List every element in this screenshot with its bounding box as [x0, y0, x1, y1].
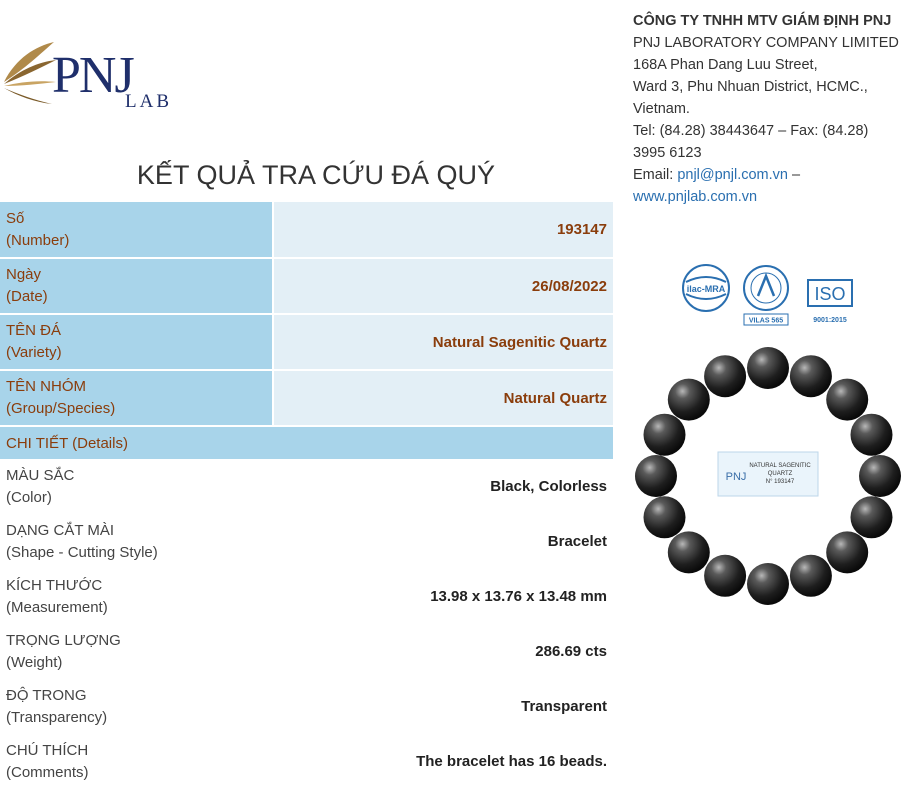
date-label: Ngày (Date)	[0, 258, 273, 314]
bead	[704, 555, 746, 597]
bead	[790, 355, 832, 397]
company-name-vi: CÔNG TY TNHH MTV GIÁM ĐỊNH PNJ	[633, 13, 892, 29]
date-value: 26/08/2022	[273, 258, 613, 314]
bead	[790, 555, 832, 597]
badges-graphic	[680, 262, 870, 328]
pnj-lab-logo	[0, 12, 178, 138]
variety-value: Natural Sagenitic Quartz	[273, 314, 613, 370]
table-row-comments	[0, 734, 613, 789]
bracelet-tag	[718, 452, 818, 496]
weight-label: TRỌNG LƯỢNG (Weight)	[6, 631, 121, 671]
measurement-label: KÍCH THƯỚC (Measurement)	[6, 576, 108, 616]
tag-line-1: NATURAL SAGENITIC	[749, 463, 811, 469]
iso-sub-text: 9001:2015	[813, 317, 847, 324]
details-section-header	[0, 426, 613, 459]
bead	[747, 347, 789, 389]
vilas-badge	[744, 266, 788, 325]
bead	[635, 455, 677, 497]
group-label: TÊN NHÓM (Group/Species)	[0, 370, 273, 426]
website-link[interactable]: www.pnjlab.com.vn	[633, 189, 758, 205]
bracelet-graphic	[630, 340, 906, 612]
page-title: KẾT QUẢ TRA CỨU ĐÁ QUÝ	[136, 160, 496, 190]
ilac-text: ilac-MRA	[686, 284, 726, 294]
bead	[704, 355, 746, 397]
table-row-measurement	[0, 569, 613, 624]
table-row-transparency	[0, 679, 613, 734]
table-row-group	[0, 370, 613, 426]
color-label: MÀU SẮC (Color)	[6, 466, 75, 506]
company-tel-fax: Tel: (84.28) 38443647 – Fax: (84.28) 3995 6123	[633, 123, 869, 161]
bead	[859, 455, 901, 497]
bead	[851, 414, 893, 456]
logo-lab-text: LAB	[125, 91, 172, 112]
number-label: Số (Number)	[0, 202, 273, 258]
measurement-value: 13.98 x 13.76 x 13.48 mm	[430, 588, 607, 605]
table-row-shape	[0, 514, 613, 569]
group-value: Natural Quartz	[273, 370, 613, 426]
accreditation-badges	[680, 262, 870, 328]
bead	[644, 496, 686, 538]
logo-pnj-text: PNJ	[52, 47, 133, 104]
shape-label: DẠNG CẮT MÀI (Shape - Cutting Style)	[6, 521, 158, 561]
bead	[826, 379, 868, 421]
iso-text: ISO	[814, 284, 846, 304]
company-email-line	[633, 164, 903, 186]
table-row-number	[0, 202, 613, 258]
transparency-label: ĐỘ TRONG (Transparency)	[6, 686, 108, 726]
shape-value: Bracelet	[547, 533, 607, 550]
vilas-text: VILAS 565	[748, 317, 784, 325]
weight-value: 286.69 cts	[535, 643, 607, 660]
email-separator: –	[787, 167, 801, 183]
bead	[668, 531, 710, 573]
tag-line-2: QUARTZ	[767, 471, 793, 477]
table-row-date	[0, 258, 613, 314]
company-info	[633, 10, 903, 208]
bead	[747, 563, 789, 605]
bead	[826, 531, 868, 573]
table-row-color	[0, 459, 613, 514]
bead	[668, 379, 710, 421]
result-table	[0, 202, 613, 789]
ilac-mra-badge	[683, 265, 729, 311]
bead	[851, 496, 893, 538]
comments-label: CHÚ THÍCH (Comments)	[6, 741, 89, 781]
pnj-leaf-icon	[2, 38, 58, 108]
comments-value: The bracelet has 16 beads.	[416, 753, 607, 770]
tag-line-3: N° 193147	[765, 479, 795, 485]
iso-badge	[808, 280, 852, 324]
email-label: Email:	[633, 167, 678, 183]
company-address-1: 168A Phan Dang Luu Street,	[633, 57, 818, 73]
table-row-weight	[0, 624, 613, 679]
color-value: Black, Colorless	[490, 478, 607, 495]
tag-brand: PNJ	[725, 471, 747, 483]
email-link[interactable]: pnjl@pnjl.com.vn	[677, 167, 788, 183]
variety-label: TÊN ĐÁ (Variety)	[0, 314, 273, 370]
details-header-label: CHI TIẾT (Details)	[0, 426, 613, 459]
table-row-variety	[0, 314, 613, 370]
company-address-2: Ward 3, Phu Nhuan District, HCMC., Vietnam.	[633, 79, 868, 117]
bracelet-photo	[630, 340, 906, 612]
transparency-value: Transparent	[521, 698, 607, 715]
bead	[644, 414, 686, 456]
number-value: 193147	[273, 202, 613, 258]
company-name-en: PNJ LABORATORY COMPANY LIMITED	[633, 35, 899, 51]
